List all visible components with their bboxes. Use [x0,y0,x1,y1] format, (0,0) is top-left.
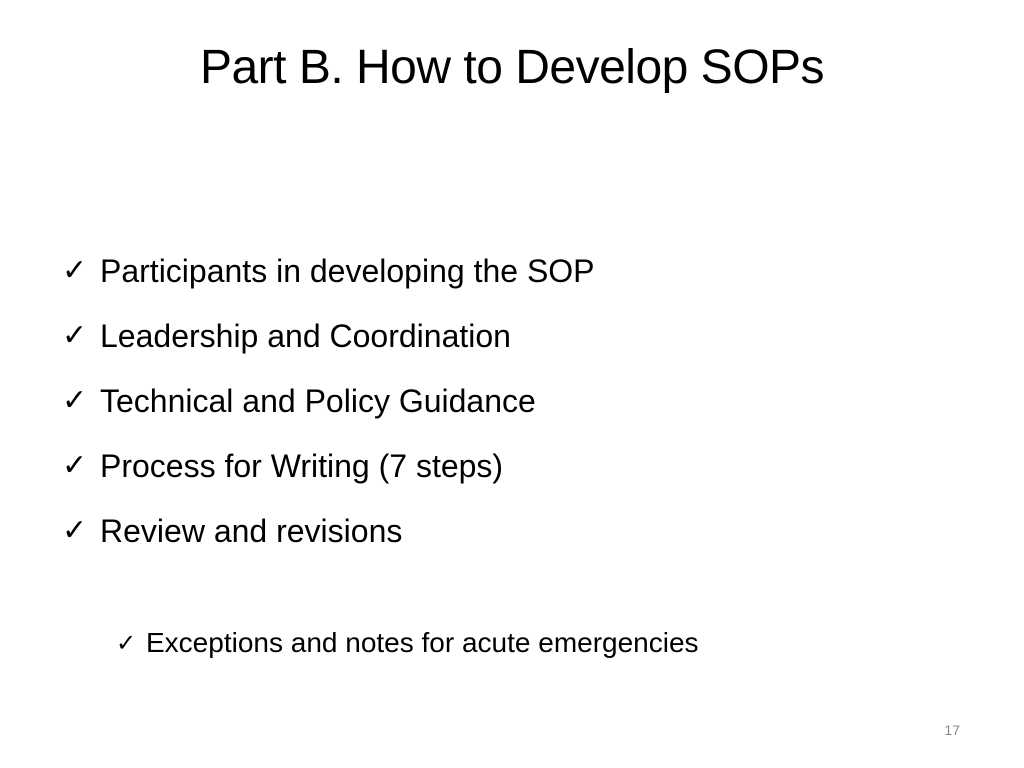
checkmark-icon: ✓ [62,447,88,483]
sub-bullet-list [116,620,699,666]
page-number: 17 [944,722,960,738]
bullet-text: Technical and Policy Guidance [100,382,536,419]
bullet-text: Participants in developing the SOP [100,252,595,289]
bullet-list [62,238,595,563]
checkmark-icon: ✓ [62,317,88,353]
list-item [62,433,595,498]
list-item [62,303,595,368]
list-item [62,498,595,563]
checkmark-icon: ✓ [116,629,137,657]
checkmark-icon: ✓ [62,252,88,288]
sub-bullet-text: Exceptions and notes for acute emergencies [146,627,699,658]
list-item [116,620,699,666]
list-item [62,238,595,303]
checkmark-icon: ✓ [62,382,88,418]
checkmark-icon: ✓ [62,512,88,548]
bullet-text: Process for Writing (7 steps) [100,447,504,484]
bullet-text: Review and revisions [100,512,403,549]
slide-title: Part B. How to Develop SOPs [199,41,825,94]
bullet-text: Leadership and Coordination [100,317,511,354]
list-item [62,368,595,433]
